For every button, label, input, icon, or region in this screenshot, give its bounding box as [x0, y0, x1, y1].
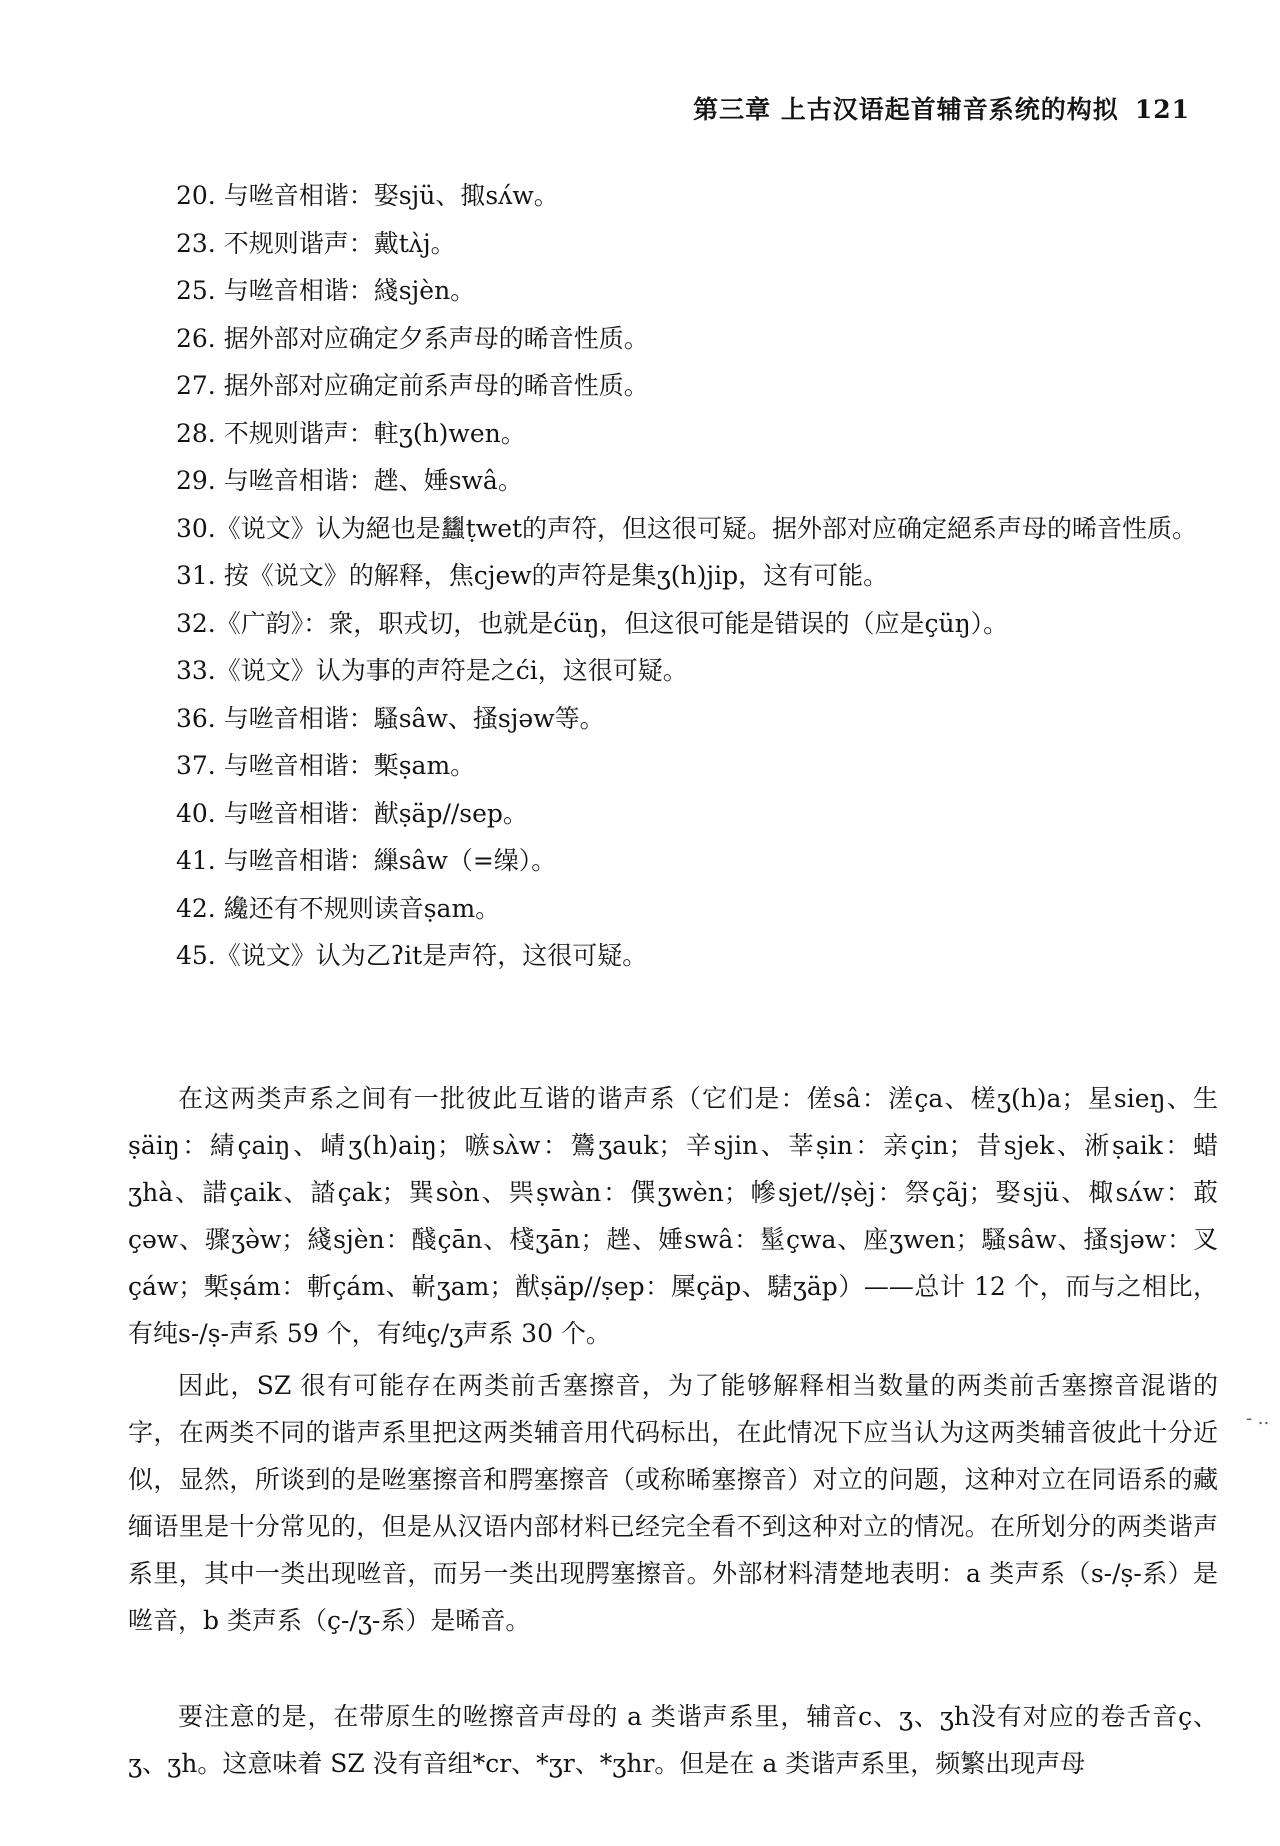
note-item: 37. 与咝音相谐：槧ṣam。	[176, 751, 476, 780]
note-item: 26. 据外部对应确定夕系声母的晞音性质。	[176, 323, 649, 353]
notes-list	[128, 172, 1218, 980]
note-item: 23. 不规则谐声：戴tʌ̀j。	[176, 228, 456, 258]
note-item: 29. 与咝音相谐：趖、娷swâ。	[176, 466, 523, 495]
body-paragraph: 在这两类声系之间有一批彼此互谐的谐声系（它们是：傞sâ：溠ça、槎ʒ(h)a；星sieŋ、生ṣäiŋ：綪çaiŋ、崝ʒ(h)aiŋ；嗾sʌ̀w：鷟ʒauk；辛sjin、莘ṣin：亲çin；昔sjek、淅ṣaik：蜡ʒhà、諎çaik、誻çak；巽sòn、巺ṣwàn：僎ʒwèn；幓sjet//ṣèj：祭çãj；娶sjü、棷sʌ́w：菆çəw、骤ʒə̀w；綫sjèn：醆çān、棧ʒān；趖、娷swâ：髽çwa、座ʒwen；騷sâw、搔sjəw：叉çáw；槧ṣám：斬çám、嶄ʒam；猷ṣäp//ṣep：屟çäp、騞ʒäp）——总计 12 个，而与之相比，有纯s-/ṣ-声系 59 个，有纯ç/ʒ声系 30 个。	[128, 1084, 1218, 1348]
body-paragraph: 因此，SZ 很有可能存在两类前舌塞擦音，为了能够解释相当数量的两类前舌塞擦音混谐的字，在两类不同的谐声系里把这两类辅音用代码标出，在此情况下应当认为这两类辅音彼此十分近似，显然，所谈到的是咝塞擦音和腭塞擦音（或称晞塞擦音）对立的问题，这种对立在同语系的藏缅语里是十分常见的，但是从汉语内部材料已经完全看不到这种对立的情况。在所划分的两类谐声系里，其中一类出现咝音，而另一类出现腭塞擦音。外部材料清楚地表明：a 类声系（s-/ṣ-系）是咝音，b 类声系（ç-/ʒ-系）是晞音。	[128, 1371, 1218, 1635]
note-item: 33.《说文》认为事的声符是之ći，这很可疑。	[176, 656, 688, 685]
note-item: 40. 与咝音相谐：猷ṣäp//sep。	[176, 798, 528, 828]
chapter-title: 第三章 上古汉语起首辅音系统的构拟	[693, 95, 1119, 124]
body-paragraph: 要注意的是，在带原生的咝擦音声母的 a 类谐声系里，辅音c、ʒ、ʒh没有对应的卷舌音ç、ʒ、ʒh。这意味着 SZ 没有音组*cr、*ʒr、*ʒhr。但是在 a 类谐声系里，频繁出现声母	[128, 1702, 1218, 1778]
note-item: 30.《说文》认为絕也是蠿ṭwet的声符，但这很可疑。据外部对应确定絕系声母的晞音性质。	[176, 513, 1198, 543]
note-item: 31. 按《说文》的解释，焦cjew的声符是集ʒ(h)jip，这有可能。	[176, 561, 889, 590]
note-item: 32.《广韵》：衆，职戎切，也就是ćüŋ，但这很可能是错误的（应是çüŋ）。	[176, 608, 1009, 638]
note-item: 45.《说文》认为乙ʔit是声符，这很可疑。	[176, 941, 648, 970]
running-header	[693, 90, 1190, 126]
note-item: 41. 与咝音相谐：繅sâw（=缲）。	[176, 846, 557, 875]
note-item: 20. 与咝音相谐：娶sjü、掫sʌ́w。	[176, 181, 559, 210]
note-item: 25. 与咝音相谐：綫sjèn。	[176, 276, 476, 305]
note-item: 42. 纔还有不规则读音ṣam。	[176, 893, 501, 923]
margin-mark: - ..	[1246, 1408, 1270, 1429]
note-item: 36. 与咝音相谐：騷sâw、搔sjəw等。	[176, 703, 605, 733]
note-item: 28. 不规则谐声：軴ʒ(h)wen。	[176, 418, 526, 448]
note-item: 27. 据外部对应确定前系声母的晞音性质。	[176, 371, 649, 400]
page-number: 121	[1134, 95, 1190, 124]
